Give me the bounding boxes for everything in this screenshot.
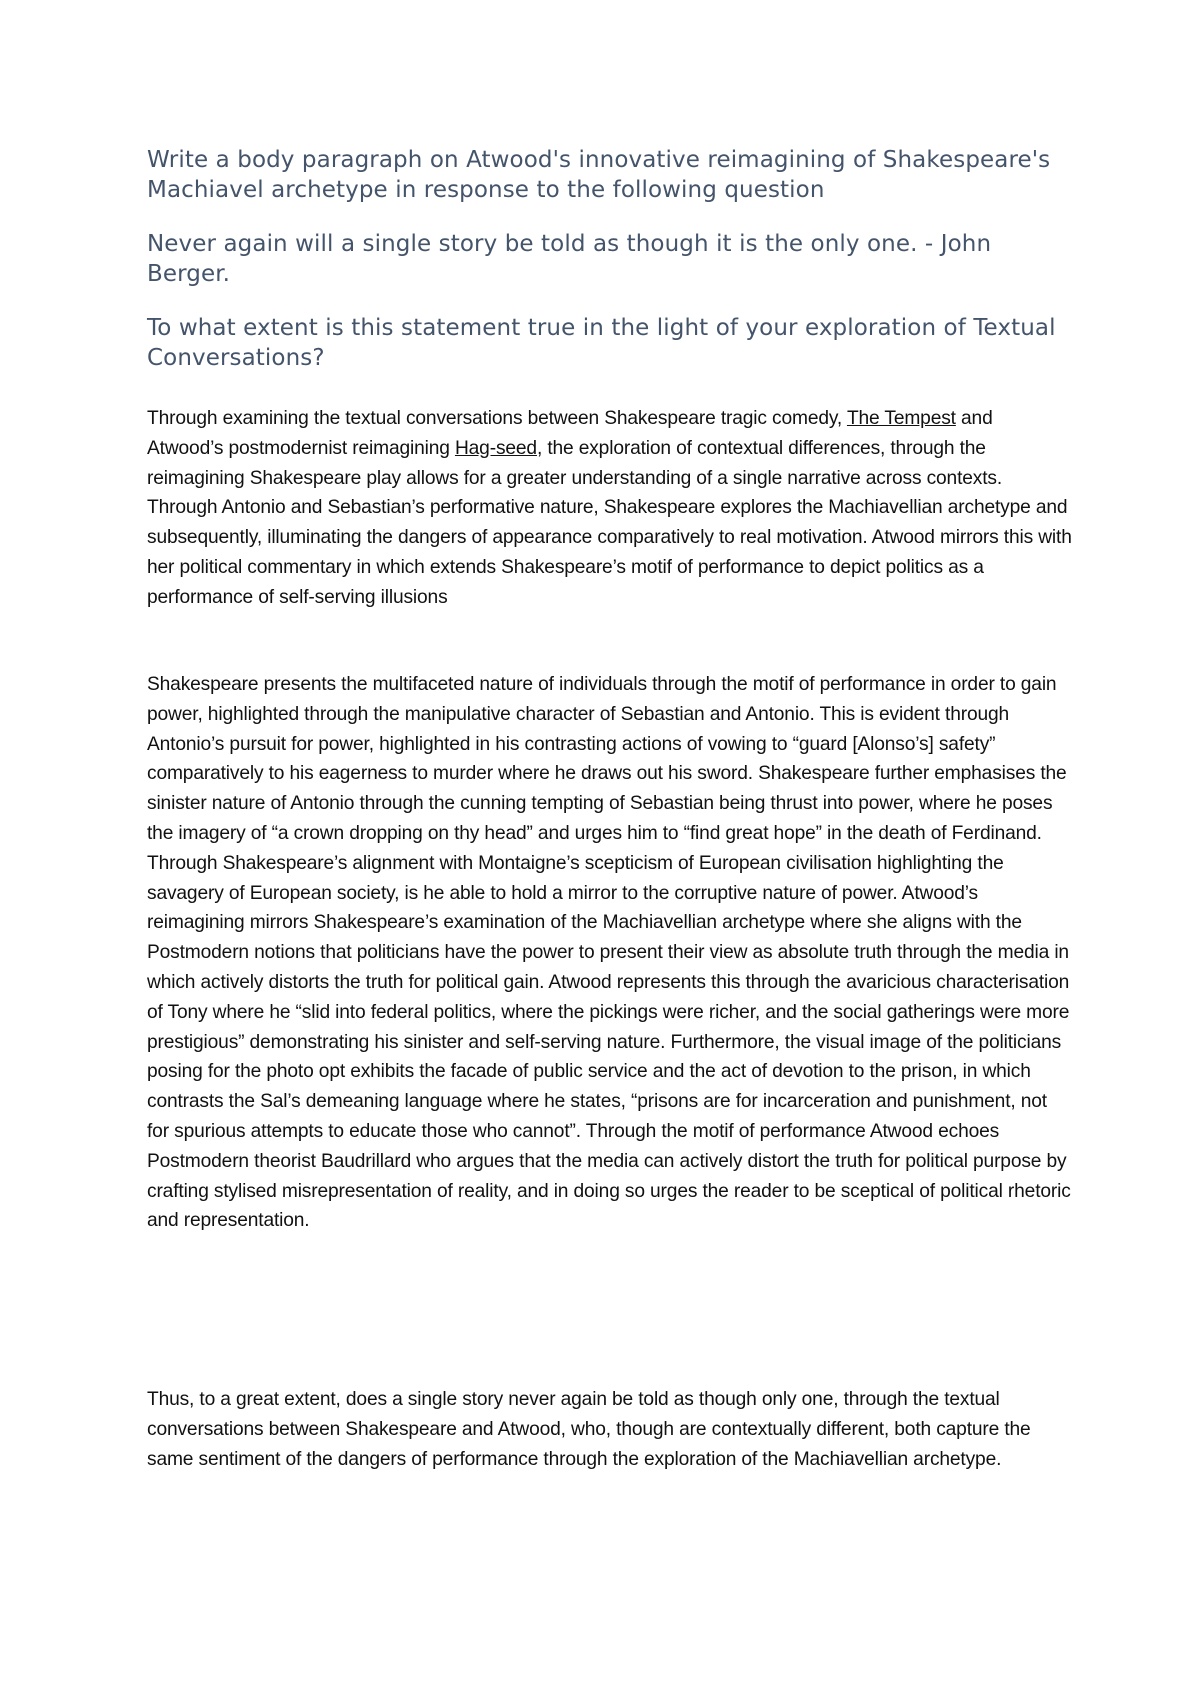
intro-text-part-2: and Atwood’s postmodernist reimagining (147, 408, 993, 459)
prompt-question: To what extent is this statement true in the light of your exploration of Textual Conversations? (147, 315, 1056, 371)
body-paragraph: Shakespeare presents the multifaceted nature of individuals through the motif of performance in order to gain power, highlighted through the manipulative character of Sebastian and Antonio. This is evident through Antonio’s pursuit for power, highlighted in his contrasting actions of vowing to “guard [Alonso’s] safety” comparatively to his eagerness to murder where he draws out his sword. Shakespeare further emphasises the sinister nature of Antonio through the cunning tempting of Sebastian being thrust into power, where he poses the imagery of “a crown dropping on thy head” and urges him to “find great hope” in the death of Ferdinand. Through Shakespeare’s alignment with Montaigne’s scepticism of European civilisation highlighting the savagery of European society, is he able to hold a mirror to the corruptive nature of power. Atwood’s reimagining mirrors Shakespeare’s examination of the Machiavellian archetype where she aligns with the Postmodern notions that politicians have the power to present their view as absolute truth through the media in which actively distorts the truth for political gain. Atwood represents this through the avaricious characterisation of Tony where he “slid into federal politics, where the pickings were richer, and the social gatherings were more prestigious” demonstrating his sinister and self-serving nature. Furthermore, the visual image of the politicians posing for the photo opt exhibits the facade of public service and the act of devotion to the prison, in which contrasts the Sal’s demeaning language where he states, “prisons are for incarceration and punishment, not for spurious attempts to educate those who cannot”. Through the motif of performance Atwood echoes Postmodern theorist Baudrillard who argues that the media can actively distort the truth for political purpose by crafting stylised misrepresentation of reality, and in doing so urges the reader to be sceptical of political rhetoric and representation. (147, 674, 1071, 1232)
intro-text-part-1: Through examining the textual conversations between Shakespeare tragic comedy, (147, 408, 847, 429)
intro-text-part-3: , the exploration of contextual differences, through the reimagining Shakespeare play allows for a greater understanding of a single narrative across contexts. Through Antonio and Sebastian’s performative nature, Shakespeare explores the Machiavellian archetype and subsequently, illuminating the dangers of appearance comparatively to real motivation. Atwood mirrors this with her political commentary in which extends Shakespeare’s motif of performance to depict politics as a performance of self-serving illusions (147, 437, 1072, 608)
prompt-quote: Never again will a single story be told as though it is the only one. - John Berger. (147, 231, 992, 287)
conclusion-paragraph: Thus, to a great extent, does a single story never again be told as though only one, through the textual conversations between Shakespeare and Atwood, who, though are contextually different, both capture the same sentiment of the dangers of performance through the exploration of the Machiavellian archetype. (147, 1389, 1031, 1470)
prompt-instruction: Write a body paragraph on Atwood's innovative reimagining of Shakespeare's Machiavel archetype in response to the following question (147, 147, 1051, 203)
title-the-tempest: The Tempest (846, 408, 956, 429)
intro-paragraph (147, 404, 1072, 613)
title-hag-seed: Hag-seed (454, 437, 537, 459)
